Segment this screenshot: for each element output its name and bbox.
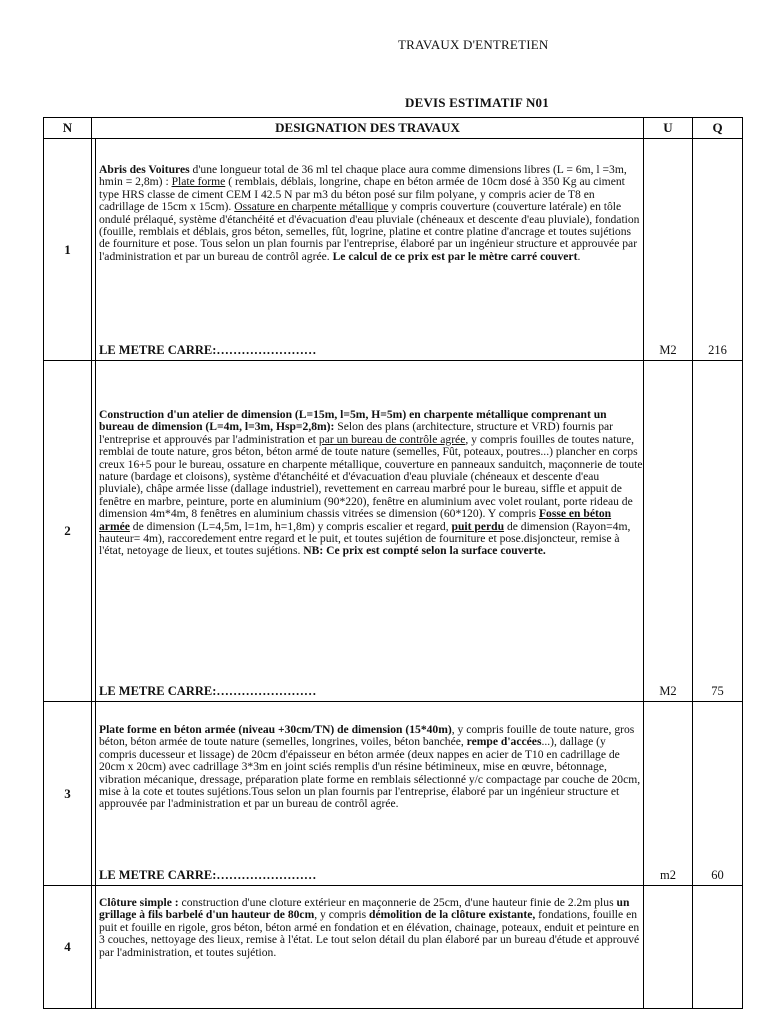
document-title: TRAVAUX D'ENTRETIEN <box>398 37 549 52</box>
table-header-row <box>44 118 743 139</box>
text-run: de dimension (L=4,5m, l=1m, h=1,8m) y compris escalier et regard, <box>129 519 452 533</box>
text-run: fondations, fouille en puit et fouille en rigole, gros béton, béton armé en fondation et en élévation, chainage, poteaux, enduit et peinture en 3 couches, nettoyage des lieux, remise à l'état. Le tout selon détail du plan élaboré par un bureau d'étude et approuvé par l'administration, et toutes sujétion. <box>99 908 640 959</box>
unit-label: LE METRE CARRE:…………………… <box>99 868 317 882</box>
item-number: 3 <box>44 702 92 886</box>
column-header-n: N <box>44 118 92 139</box>
table-row <box>44 702 743 886</box>
text-run: de dimension (Rayon=4m, hauteur= 4m), raccoredement entre regard et le puit, et toutes sujétion de fourniture et pose.disjoncteur, remise à l'état, netoyage de lieux, et toutes sujétions. <box>99 519 631 558</box>
text-run: Ossature en charpente métallique <box>234 200 389 214</box>
designation-text <box>99 724 643 811</box>
item-designation <box>92 139 644 361</box>
item-quantity <box>693 886 743 1009</box>
table-row <box>44 886 743 1009</box>
item-unit: M2 <box>644 361 693 702</box>
item-number: 4 <box>44 886 92 1009</box>
text-run: démolition de la clôture existante, <box>369 908 536 922</box>
item-designation <box>92 361 644 702</box>
unit-label: LE METRE CARRE:…………………… <box>99 684 317 698</box>
item-designation <box>92 886 644 1009</box>
text-run: Abris des Voitures <box>99 163 190 176</box>
text-run: . <box>577 249 581 263</box>
text-run: NB: Ce prix est compté selon la surface couverte. <box>303 544 546 558</box>
item-quantity: 60 <box>693 702 743 886</box>
column-header-quantity: Q <box>693 118 743 139</box>
item-quantity: 75 <box>693 361 743 702</box>
text-run: , y compris fouilles de toutes nature, remblai de toute nature, gros béton, béton armé de toute nature (semelles, Fût, poteaux, poutres...) plancher en corps creux 16+5 pour le bureau, ossature en charpente métallique, couverture en panneaux sanduitch, maçonnerie de toute nature (bardage et cloisons), système d'étanchéité et d'évacuation d'eau pluviale (chéneaux et descente d'eau pluviale), châpe armée lisse (dallage industriel), revettement en carreau marbré pour le bureau, siffle et appuit de fenêtre en marbre, peinture, porte en aluminium (90*220), fenêtre en aluminium avec volet roulant, porte rideau de dimension 4m*4m, 8 fenêtres en aluminium chassis vitrées se dimension (60*120). Y compris <box>99 432 643 521</box>
column-header-designation: DESIGNATION DES TRAVAUX <box>92 118 644 139</box>
item-number: 1 <box>44 139 92 361</box>
text-run: d'une longueur total de 36 ml tel chaque place aura comme dimensions libres (L = 6m, l =3m, hmin = 2,8m) : <box>99 163 627 189</box>
text-run: , y compris fouille de toute nature, gros béton, béton armée de toute nature (semelles, longrines, voiles, béton banchée, <box>99 723 635 749</box>
unit-label: LE METRE CARRE:…………………… <box>99 343 317 357</box>
text-run: Selon des plans (architecture, structure et VRD) fournis par l'entreprise et approuvés par l'administration et <box>99 420 614 446</box>
estimate-title: DEVIS ESTIMATIF N01 <box>405 95 549 110</box>
table-row <box>44 361 743 702</box>
text-run: ( remblais, déblais, longrine, chape en béton armée de 10cm dosé à 350 Kg au ciment type HRS classe de ciment CEM I 42.5 N par m3 du béton posé sur film polyane, y compris acier de T8 en cadrillage de 15cm x 15cm). <box>99 175 625 214</box>
text-run: Plate forme <box>171 175 226 189</box>
text-run: construction d'une cloture extérieur en maçonnerie de 25cm, d'une hauteur finie de 2.2m plus <box>178 896 617 909</box>
text-run: Clôture simple : <box>99 896 179 909</box>
designation-text <box>99 409 643 558</box>
text-run: par un bureau de contrôle agrée <box>318 432 466 446</box>
item-unit <box>644 886 693 1009</box>
text-run: Fosse en béton armée <box>99 507 612 533</box>
item-quantity: 216 <box>693 139 743 361</box>
text-run: Construction d'un atelier de dimension (L=15m, l=5m, H=5m) en charpente métallique comprenant un bureau de dimension (L=4m, l=3m, Hsp=2,8m): <box>99 408 607 434</box>
table-row <box>44 139 743 361</box>
text-run: Plate forme en béton armée (niveau +30cm/TN) de dimension (15*40m) <box>99 723 452 736</box>
designation-text <box>99 897 643 959</box>
text-run: y compris couverture (couverture latérale) en tôle ondulé prélaqué, système d'étanchéité et d'évacuation d'eau pluviale (chéneaux et descente d'eau pluviale), fondation (fouille, remblais et déblais, gros béton, semelles, fût, logrine, platine et contre platine d'ancrage et toutes sujétions de fourniture et pose. Tous selon un plan fournis par l'entreprise, élaboré par un ingénieur structure et approuvée par l'administration et par un bureau de contrôl agrée. <box>99 200 640 263</box>
item-unit: M2 <box>644 139 693 361</box>
text-run: un grillage à fils barbelé d'un hauteur de 80cm <box>99 896 630 922</box>
column-header-unit: U <box>644 118 693 139</box>
designation-text <box>99 164 643 263</box>
text-run: ...), dallage (y compris ducesseur et lissage) de 20cm d'épaisseur en béton armée (deux nappes en acier de T10 en cadrillage de 20cm x 20cm) avec cadrillage 3*3m en joint sciés remplis d'un résine bétimineux, mise en œuvre, bétonnage, vibration mécanique, dressage, préparation plate forme en remblais sélectionné y/c compactage par couche de 20cm, mise à la cote et toutes sujétions.Tous selon un plan fournis par l'entreprise, élaboré par un ingénieur structure et approuvée par l'administration et par un bureau de contrôl agrée. <box>99 735 641 811</box>
text-run: rempe d'accées <box>466 735 542 749</box>
text-run: puit perdu <box>451 519 505 533</box>
item-unit: m2 <box>644 702 693 886</box>
item-number: 2 <box>44 361 92 702</box>
text-run: , y compris <box>314 908 369 922</box>
text-run: Le calcul de ce prix est par le mètre carré couvert <box>332 249 578 263</box>
item-designation <box>92 702 644 886</box>
estimate-table <box>43 117 743 1009</box>
